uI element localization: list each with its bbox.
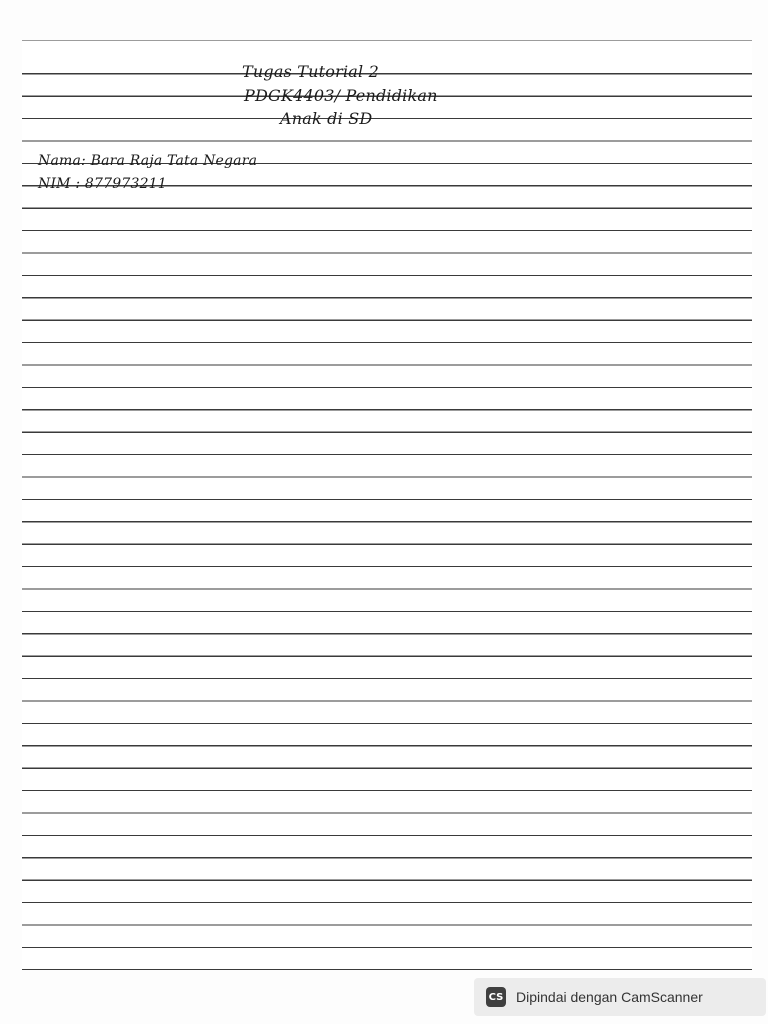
camscanner-logo-icon: CS (486, 987, 506, 1007)
watermark-text: Dipindai dengan CamScanner (516, 989, 703, 1005)
title-line-3: Anak di SD (280, 109, 373, 128)
camscanner-watermark (474, 978, 766, 1016)
notebook-page (22, 40, 752, 970)
title-line-2: PDGK4403/ Pendidikan (244, 86, 438, 105)
identity-nim: NIM : 877973211 (38, 176, 167, 192)
title-line-1: Tugas Tutorial 2 (242, 62, 379, 81)
identity-name: Nama: Bara Raja Tata Negara (38, 153, 258, 169)
